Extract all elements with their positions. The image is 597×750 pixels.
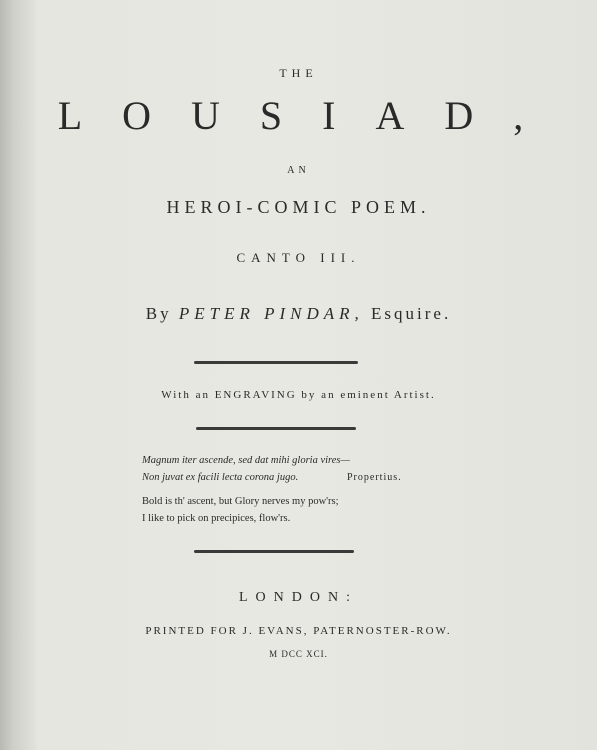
motto-english-line: Bold is th' ascent, but Glory nerves my pow'rs; bbox=[142, 496, 339, 507]
book-title: LOUSIAD, bbox=[57, 93, 564, 138]
ornamental-rule bbox=[194, 361, 358, 364]
motto-latin-text: Non juvat ex facili lecta corona jugo. bbox=[142, 472, 299, 483]
imprint-printer: PRINTED FOR J. EVANS, PATERNOSTER-ROW. bbox=[145, 625, 452, 637]
author-name: PETER PINDAR, bbox=[178, 304, 364, 323]
motto-latin-line: Magnum iter ascende, sed dat mihi gloria vires— bbox=[142, 455, 350, 466]
ornamental-rule bbox=[196, 427, 356, 430]
byline-by: By bbox=[145, 304, 172, 323]
ornamental-rule bbox=[194, 550, 354, 553]
motto-latin-line bbox=[142, 472, 402, 483]
imprint-date: M DCC XCI. bbox=[269, 649, 328, 659]
author-title: Esquire. bbox=[371, 304, 452, 323]
motto-latin-author: Propertius. bbox=[347, 472, 402, 483]
title-an: AN bbox=[287, 165, 310, 176]
motto-english-line: I like to pick on precipices, flow'rs. bbox=[142, 513, 291, 524]
canto-number: CANTO III. bbox=[236, 250, 361, 265]
engraving-note: With an ENGRAVING by an eminent Artist. bbox=[161, 389, 436, 401]
title-article: THE bbox=[279, 66, 318, 80]
book-subtitle: HEROI-COMIC POEM. bbox=[166, 197, 431, 217]
byline bbox=[0, 304, 597, 324]
imprint-city: LONDON: bbox=[239, 590, 358, 605]
